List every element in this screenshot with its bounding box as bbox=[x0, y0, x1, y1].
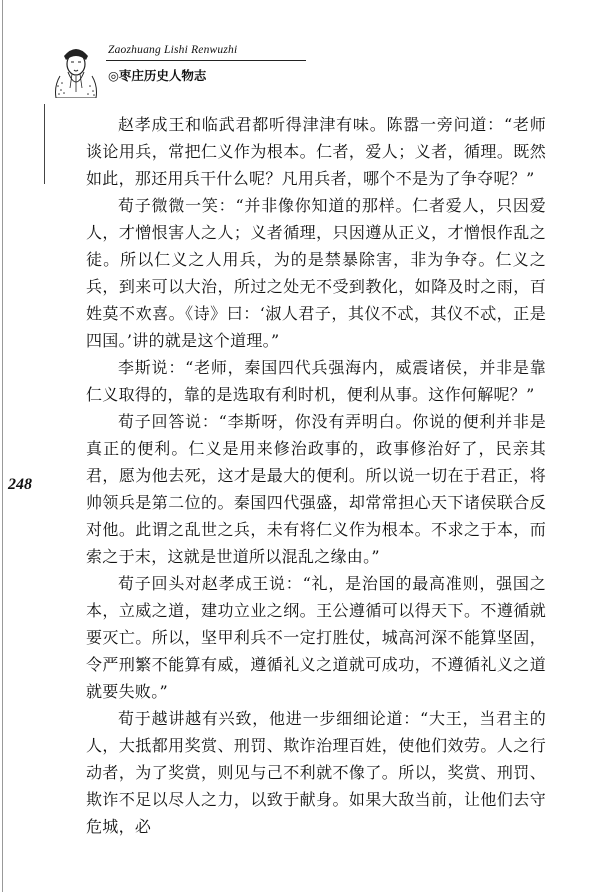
header-rule bbox=[106, 60, 306, 61]
body-text bbox=[86, 111, 546, 840]
series-title-chinese: ◎枣庄历史人物志 bbox=[108, 68, 207, 83]
margin-rule bbox=[44, 104, 45, 184]
series-title-pinyin: Zaozhuang Lishi Renwuzhi bbox=[108, 44, 238, 56]
paragraph: 李斯说：“老师，秦国四代兵强海内，威震诸侯，并非是靠仁义取得的，靠的是选取有利时机，便利从事。这作何解呢？” bbox=[86, 358, 546, 404]
running-header bbox=[50, 36, 310, 106]
page-edge-line bbox=[2, 0, 3, 892]
paragraph: 荀子回答说：“李斯呀，你没有弄明白。你说的便利并非是真正的便利。仁义是用来修治政事的，政事修治好了，民亲其君，愿为他去死，这才是最大的便利。所以说一切在于君正，将帅领兵是第二位的。秦国四代强盛，却常常担心天下诸侯联合反对他。此谓之乱世之兵，未有将仁义作为根本。不求之于本，而索之于末，这就是世道所以混乱之缘由。” bbox=[86, 412, 546, 566]
paragraph: 赵孝成王和临武君都听得津津有味。陈嚣一旁问道：“老师谈论用兵，常把仁义作为根本。仁者，爱人；义者，循理。既然如此，那还用兵干什么呢？凡用兵者，哪个不是为了争夺呢？” bbox=[86, 115, 546, 188]
paragraph: 荀子回头对赵孝成王说：“礼，是治国的最高准则，强国之本，立威之道，建功立业之纲。王公遵循可以得天下。不遵循就要灭亡。所以，坚甲利兵不一定打胜仗，城高河深不能算坚固，令严刑繁不能算有威，遵循礼义之道就可成功，不遵循礼义之道就要失败。” bbox=[86, 574, 546, 701]
paragraph: 荀子微微一笑：“并非像你知道的那样。仁者爱人，只因爱人，才憎恨害人之人；义者循理，只因遵从正义，才憎恨作乱之徒。所以仁义之人用兵，为的是禁暴除害，非为争夺。仁义之兵，到来可以大治，所过之处无不受到教化，如降及时之雨，百姓莫不欢喜。《诗》曰：‘淑人君子，其仪不忒，其仪不忒，正是四国。’讲的就是这个道理。” bbox=[86, 196, 546, 350]
paragraph: 荀于越讲越有兴致，他进一步细细论道：“大王，当君主的人，大抵都用奖赏、刑罚、欺诈治理百姓，使他们效劳。人之行动者，为了奖赏，则见与己不利就不像了。所以，奖赏、刑罚、欺诈不足以尽人之力，以致于献身。如果大敌当前，让他们去守危城，必 bbox=[86, 709, 546, 836]
scholar-portrait-icon bbox=[50, 36, 102, 98]
page-number: 248 bbox=[8, 476, 32, 493]
